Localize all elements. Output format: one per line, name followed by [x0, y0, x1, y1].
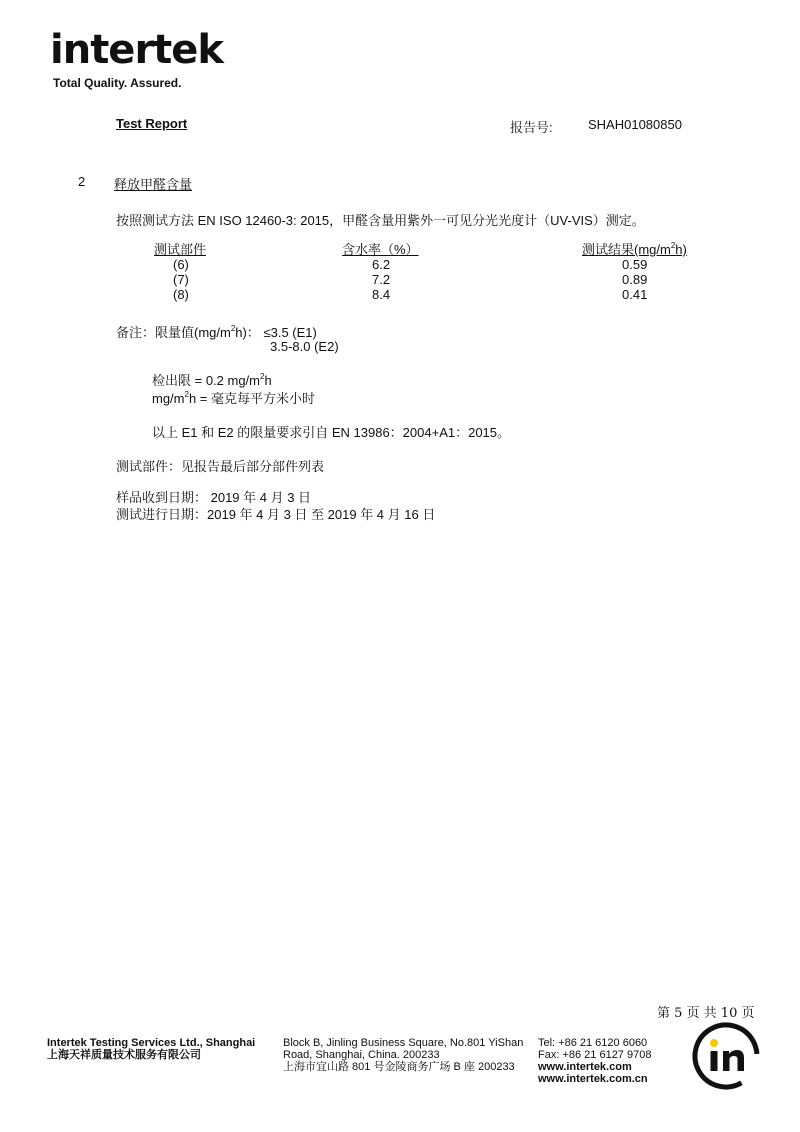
fax: Fax: +86 21 6127 9708	[538, 1049, 652, 1061]
results-table	[0, 242, 800, 302]
unit-definition: $mg/m^2h$ = 毫克每平方米小时	[152, 390, 315, 406]
intertek-in-logo-icon	[690, 1020, 762, 1092]
report-number: SHAH01080850	[588, 117, 682, 132]
tel: Tel: +86 21 6120 6060	[538, 1037, 648, 1049]
address-line: Block B, Jinling Business Square, No.801 YiShan	[283, 1037, 524, 1049]
cell-part: (6)	[173, 257, 189, 272]
table-header-row	[0, 242, 800, 257]
detection-limit: 检出限 = 0.2 $mg/m^2h$	[152, 372, 272, 388]
cell-part: (8)	[173, 287, 189, 302]
header-part: 测试部件	[154, 242, 207, 257]
limit-note: 备注：限量值$(mg/m^2h)$： ≤3.5 (E1)	[116, 324, 317, 340]
footer-contact	[538, 1037, 651, 1085]
address-line: Road, Shanghai, China. 200233	[283, 1049, 440, 1061]
address-cn: 上海市宜山路 801 号金陵商务广场 B 座 200233	[283, 1061, 515, 1073]
company-name-en: Intertek Testing Services Ltd., Shanghai	[47, 1037, 256, 1049]
limit-e2: 3.5-8.0 (E2)	[270, 339, 339, 354]
section-number: 2	[78, 174, 86, 189]
received-date: 样品收到日期： 2019 年 4 月 3 日	[116, 490, 312, 505]
table-row	[0, 257, 800, 272]
footer-company	[47, 1037, 255, 1061]
cell-result: 0.41	[622, 287, 648, 302]
header-result: 测试结果$(mg/m^2h)$	[582, 241, 687, 257]
company-name-cn: 上海天祥质量技术服务有限公司	[47, 1049, 201, 1061]
table-row	[0, 287, 800, 302]
header-moisture: 含水率（%）	[342, 242, 419, 257]
table-row	[0, 272, 800, 287]
cell-result: 0.89	[622, 272, 648, 287]
footer-address	[283, 1037, 523, 1073]
testing-date: 测试进行日期：2019 年 4 月 3 日 至 2019 年 4 月 16 日	[116, 507, 436, 522]
standard-reference: 以上 E1 和 E2 的限量要求引自 EN 13986：2004+A1：2015。	[152, 425, 511, 440]
cell-part: (7)	[173, 272, 189, 287]
report-number-label: 报告号:	[510, 120, 553, 135]
report-title: Test Report	[116, 116, 188, 131]
cell-moisture: 7.2	[372, 272, 391, 287]
website-link-cn[interactable]: www.intertek.com.cn	[538, 1073, 648, 1085]
cell-moisture: 8.4	[372, 287, 391, 302]
section-title: 释放甲醛含量	[114, 177, 193, 192]
page-number: 第 5 页 共 10 页	[657, 1006, 755, 1021]
logo-tagline: Total Quality. Assured.	[53, 76, 182, 90]
website-link[interactable]: www.intertek.com	[538, 1061, 632, 1073]
parts-note: 测试部件：见报告最后部分部件列表	[116, 459, 325, 474]
company-logo: intertek	[50, 27, 224, 73]
cell-moisture: 6.2	[372, 257, 391, 272]
cell-result: 0.59	[622, 257, 648, 272]
method-text: 按照测试方法 EN ISO 12460-3: 2015，甲醛含量用紫外一可见分光光度计（UV-VIS）测定。	[116, 213, 645, 228]
